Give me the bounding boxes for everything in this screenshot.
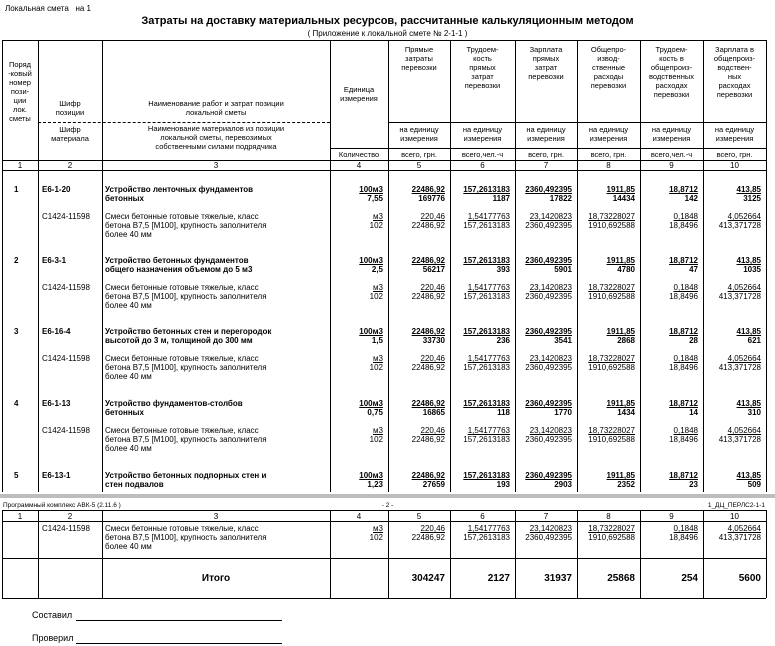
item-name: Устройство бетонных фундаментов общего назначения объемом до 5 м3: [105, 256, 253, 274]
item-code: Е6-13-1: [42, 471, 71, 480]
item-total-6: 118: [497, 408, 510, 417]
material-per-unit-8: 18,73228027: [588, 354, 635, 363]
header-work-name: Наименование работ и затрат позиции локальной сметы: [148, 99, 284, 117]
header-material-code: Шифр материала: [51, 125, 89, 143]
material-code: С1424-11598: [42, 354, 90, 363]
material-total-8: 1910,692588: [588, 292, 635, 301]
header-col-10: Зарплата в общепроиз- водствен- ных расходах перевозки: [713, 45, 756, 99]
header-material-name: Наименование материалов из позиции локальной сметы, перевозимых собственными силами подрядчика: [147, 124, 285, 151]
header-total-unit-6: всего,чел.-ч: [461, 150, 504, 159]
item-per-unit-7: 2360,492395: [525, 471, 572, 480]
item-unit: 100м3: [359, 185, 383, 194]
item-unit: 100м3: [359, 471, 383, 480]
material-total-5: 22486,92: [411, 435, 445, 444]
item-per-unit-8: 1911,85: [606, 185, 635, 194]
item-total-10: 1035: [743, 265, 761, 274]
page2-column-rule: [2, 510, 3, 598]
material-quantity: 102: [369, 435, 383, 444]
material-per-unit-6: 1,54177763: [467, 426, 510, 435]
totals-label: Итого: [201, 573, 231, 584]
item-number: 1: [14, 185, 19, 194]
totals-value-6: 2127: [487, 573, 510, 584]
material-total-7: 2360,492395: [525, 363, 572, 372]
item-per-unit-5: 22486,92: [411, 399, 445, 408]
body-column-rule: [330, 170, 331, 492]
header-dashed-rule: [38, 122, 330, 123]
header-total-unit-9: всего,чел.-ч: [650, 150, 693, 159]
item-total-6: 393: [496, 265, 510, 274]
cont-material-quantity: 102: [369, 533, 383, 542]
item-total-5: 27659: [422, 480, 445, 489]
body-column-rule: [577, 170, 578, 492]
item-code: Е6-16-4: [42, 327, 71, 336]
header-col-8: Общепро- извод- ственные расходы перевозки: [590, 45, 627, 90]
material-per-unit-7: 23,1420823: [529, 212, 572, 221]
material-per-unit-9: 0,1848: [673, 354, 698, 363]
material-total-5: 22486,92: [411, 363, 445, 372]
column-number-3: 3: [213, 161, 219, 170]
page2-column-rule: [577, 510, 578, 598]
header-quantity: Количество: [338, 150, 380, 159]
item-total-7: 3541: [554, 336, 572, 345]
header-position-code: Шифр позиции: [55, 99, 85, 117]
totals-value-9: 254: [681, 573, 698, 584]
material-per-unit-10: 4,052664: [727, 283, 761, 292]
item-per-unit-8: 1911,85: [606, 256, 635, 265]
item-total-9: 47: [689, 265, 698, 274]
column-number-2: 2: [67, 161, 73, 170]
cont-total-5: 22486,92: [411, 533, 445, 542]
totals-value-8: 25868: [607, 573, 635, 584]
cont-total-7: 2360,492395: [525, 533, 572, 542]
item-per-unit-6: 157,2613183: [463, 399, 510, 408]
cont-total-10: 413,371728: [718, 533, 761, 542]
material-total-6: 157,2613183: [463, 221, 510, 230]
page2-column-number-9: 9: [669, 512, 674, 521]
item-per-unit-9: 18,8712: [669, 471, 698, 480]
material-per-unit-9: 0,1848: [673, 212, 698, 221]
header-per-unit-10: на единицу измерения: [714, 125, 755, 143]
page2-column-number-3: 3: [213, 512, 219, 521]
item-total-5: 169776: [418, 194, 445, 203]
document-subtitle: ( Приложение к локальной смете № 2-1-1 ): [307, 29, 468, 38]
item-quantity: 0,75: [367, 408, 383, 417]
page2-column-number-4: 4: [356, 512, 362, 521]
header-total-unit-7: всего, грн.: [528, 150, 564, 159]
material-total-10: 413,371728: [718, 292, 761, 301]
column-number-4: 4: [356, 161, 362, 170]
item-name: Устройство бетонных стен и перегородок высотой до 3 м, толщиной до 300 мм: [105, 327, 272, 345]
material-quantity: 102: [369, 221, 383, 230]
material-code: С1424-11598: [42, 426, 90, 435]
item-per-unit-8: 1911,85: [606, 327, 635, 336]
item-per-unit-6: 157,2613183: [463, 256, 510, 265]
material-total-7: 2360,492395: [525, 435, 572, 444]
body-column-rule: [38, 170, 39, 492]
cont-per-unit-10: 4,052664: [727, 524, 761, 533]
material-per-unit-8: 18,73228027: [588, 212, 635, 221]
item-per-unit-6: 157,2613183: [463, 327, 510, 336]
material-per-unit-10: 4,052664: [727, 354, 761, 363]
material-code: С1424-11598: [42, 283, 90, 292]
header-per-unit-7: на единицу измерения: [526, 125, 566, 143]
item-total-5: 56217: [422, 265, 445, 274]
header-per-unit-6: на единицу измерения: [462, 125, 503, 143]
page2-column-rule: [38, 510, 39, 598]
item-per-unit-8: 1911,85: [606, 471, 635, 480]
item-code: Е6-1-20: [42, 185, 71, 194]
material-per-unit-5: 220,46: [420, 426, 445, 435]
item-per-unit-9: 18,8712: [669, 185, 698, 194]
page2-column-rule: [640, 510, 641, 598]
item-total-8: 14434: [612, 194, 635, 203]
cont-per-unit-6: 1,54177763: [467, 524, 510, 533]
material-name: Смеси бетонные готовые тяжелые, класс бетона В7,5 [М100], крупность заполнителя более 40 мм: [105, 354, 267, 381]
material-name: Смеси бетонные готовые тяжелые, класс бетона В7,5 [М100], крупность заполнителя более 40 мм: [105, 283, 267, 310]
page2-column-number-5: 5: [416, 512, 422, 521]
material-total-8: 1910,692588: [588, 363, 635, 372]
material-total-6: 157,2613183: [463, 435, 510, 444]
page2-column-rule: [703, 510, 704, 598]
item-total-8: 2868: [617, 336, 635, 345]
item-per-unit-7: 2360,492395: [525, 185, 572, 194]
item-total-9: 142: [684, 194, 698, 203]
item-per-unit-7: 2360,492395: [525, 399, 572, 408]
header-order-number: Поряд -ковый номер пози- ции лок. сметы: [8, 60, 32, 123]
body-column-rule: [388, 170, 389, 492]
column-number-5: 5: [416, 161, 422, 170]
item-total-7: 5901: [554, 265, 572, 274]
page2-column-rule: [766, 510, 767, 598]
material-per-unit-6: 1,54177763: [467, 283, 510, 292]
item-total-10: 509: [747, 480, 761, 489]
material-total-6: 157,2613183: [463, 292, 510, 301]
material-total-9: 18,8496: [669, 363, 698, 372]
material-total-10: 413,371728: [718, 435, 761, 444]
cont-material-unit: м3: [373, 524, 383, 533]
material-total-6: 157,2613183: [463, 363, 510, 372]
header-col-9: Трудоем- кость в общепроиз- водственных расходах перевозки: [649, 45, 694, 99]
compiled-by-label: Составил: [32, 610, 73, 620]
item-quantity: 1,5: [371, 336, 383, 345]
item-quantity: 1,23: [367, 480, 383, 489]
page2-column-number-1: 1: [17, 512, 23, 521]
page2-column-number-2: 2: [67, 512, 73, 521]
cont-material-code: С1424-11598: [42, 524, 90, 533]
material-quantity: 102: [369, 292, 383, 301]
material-total-7: 2360,492395: [525, 221, 572, 230]
material-per-unit-9: 0,1848: [673, 283, 698, 292]
body-column-rule: [640, 170, 641, 492]
cont-total-6: 157,2613183: [463, 533, 510, 542]
item-quantity: 7,55: [367, 194, 383, 203]
item-unit: 100м3: [359, 327, 383, 336]
body-column-rule: [703, 170, 704, 492]
header-rule-bottom: [2, 170, 766, 171]
material-code: С1424-11598: [42, 212, 90, 221]
cont-material-name: Смеси бетонные готовые тяжелые, класс бетона В7,5 [М100], крупность заполнителя более 40 мм: [105, 524, 267, 551]
item-unit: 100м3: [359, 256, 383, 265]
cont-per-unit-8: 18,73228027: [588, 524, 635, 533]
item-total-9: 28: [689, 336, 698, 345]
header-column-rule: [766, 40, 767, 170]
header-unit: Единица измерения: [340, 85, 378, 103]
material-total-9: 18,8496: [669, 221, 698, 230]
page-break-bar: [0, 494, 775, 498]
item-code: Е6-1-13: [42, 399, 71, 408]
body-column-rule: [766, 170, 767, 492]
item-quantity: 2,5: [371, 265, 383, 274]
page2-totals-rule: [2, 558, 766, 559]
item-per-unit-9: 18,8712: [669, 327, 698, 336]
item-per-unit-10: 413,85: [736, 185, 761, 194]
page2-column-rule: [515, 510, 516, 598]
item-per-unit-10: 413,85: [736, 471, 761, 480]
header-per-unit-5: на единицу измерения: [399, 125, 439, 143]
compiled-by-line: [76, 620, 282, 621]
page2-column-rule: [330, 510, 331, 598]
column-number-9: 9: [669, 161, 674, 170]
material-unit: м3: [373, 354, 383, 363]
column-number-10: 10: [730, 161, 739, 170]
item-per-unit-8: 1911,85: [606, 399, 635, 408]
page2-column-number-8: 8: [606, 512, 611, 521]
footer-program: Программный комплекс АВК-5 (2.11.6 ): [3, 502, 121, 509]
item-per-unit-7: 2360,492395: [525, 256, 572, 265]
cont-total-8: 1910,692588: [588, 533, 635, 542]
cont-total-9: 18,8496: [669, 533, 698, 542]
material-total-10: 413,371728: [718, 221, 761, 230]
item-total-6: 1187: [492, 194, 510, 203]
item-per-unit-5: 22486,92: [411, 327, 445, 336]
cont-per-unit-5: 220,46: [420, 524, 445, 533]
item-total-8: 4780: [617, 265, 635, 274]
item-per-unit-5: 22486,92: [411, 256, 445, 265]
totals-value-7: 31937: [544, 573, 572, 584]
header-total-unit-8: всего, грн.: [590, 150, 627, 159]
item-total-7: 2903: [554, 480, 572, 489]
item-total-5: 33730: [422, 336, 445, 345]
item-per-unit-10: 413,85: [736, 399, 761, 408]
item-per-unit-5: 22486,92: [411, 185, 445, 194]
footer-document-code: 1_ДЦ_ПЕРЛС2-1-1: [707, 502, 765, 509]
page2-column-rule: [450, 510, 451, 598]
column-number-6: 6: [480, 161, 485, 170]
header-per-unit-8: на единицу измерения: [588, 125, 629, 143]
item-total-9: 23: [689, 480, 698, 489]
page2-column-number-10: 10: [730, 512, 739, 521]
item-total-9: 14: [689, 408, 698, 417]
material-unit: м3: [373, 426, 383, 435]
column-number-7: 7: [543, 161, 549, 170]
page2-column-rule: [388, 510, 389, 598]
item-code: Е6-3-1: [42, 256, 67, 265]
item-total-7: 1770: [554, 408, 572, 417]
item-total-10: 310: [747, 408, 761, 417]
material-total-5: 22486,92: [411, 292, 445, 301]
material-per-unit-8: 18,73228027: [588, 283, 635, 292]
material-quantity: 102: [369, 363, 383, 372]
header-col-5: Прямые затраты перевозки: [401, 45, 437, 72]
material-per-unit-5: 220,46: [420, 354, 445, 363]
body-column-rule: [515, 170, 516, 492]
body-column-rule: [2, 170, 3, 492]
item-total-8: 2352: [617, 480, 635, 489]
item-total-6: 193: [496, 480, 510, 489]
header-col-6: Трудоем- кость прямых затрат перевозки: [464, 45, 501, 90]
item-per-unit-6: 157,2613183: [463, 471, 510, 480]
page2-number-rule: [2, 521, 766, 522]
item-total-8: 1434: [617, 408, 635, 417]
item-total-10: 621: [747, 336, 761, 345]
material-total-7: 2360,492395: [525, 292, 572, 301]
item-per-unit-5: 22486,92: [411, 471, 445, 480]
item-per-unit-10: 413,85: [736, 256, 761, 265]
page2-top-rule: [2, 510, 766, 511]
item-total-5: 16865: [422, 408, 445, 417]
item-total-7: 17822: [549, 194, 572, 203]
material-per-unit-7: 23,1420823: [529, 354, 572, 363]
header-total-unit-10: всего, грн.: [716, 150, 753, 159]
item-number: 5: [14, 471, 19, 480]
material-unit: м3: [373, 283, 383, 292]
item-name: Устройство фундаментов-столбов бетонных: [105, 399, 243, 417]
column-number-1: 1: [17, 161, 23, 170]
material-per-unit-6: 1,54177763: [467, 212, 510, 221]
header-per-unit-9: на единицу измерения: [651, 125, 692, 143]
page2-column-rule: [102, 510, 103, 598]
checked-by-line: [76, 643, 282, 644]
item-name: Устройство бетонных подпорных стен и стен подвалов: [105, 471, 267, 489]
page2-column-number-7: 7: [543, 512, 549, 521]
material-total-9: 18,8496: [669, 292, 698, 301]
totals-value-10: 5600: [738, 573, 761, 584]
material-total-8: 1910,692588: [588, 435, 635, 444]
item-per-unit-10: 413,85: [736, 327, 761, 336]
item-per-unit-6: 157,2613183: [463, 185, 510, 194]
item-number: 4: [14, 399, 19, 408]
footer-page-number: - 2 -: [381, 502, 394, 509]
header-total-unit-5: всего, грн.: [401, 150, 437, 159]
material-total-9: 18,8496: [669, 435, 698, 444]
body-column-rule: [450, 170, 451, 492]
header-rule-quantity: [330, 148, 388, 149]
material-unit: м3: [373, 212, 383, 221]
material-per-unit-7: 23,1420823: [529, 426, 572, 435]
material-total-10: 413,371728: [718, 363, 761, 372]
material-per-unit-8: 18,73228027: [588, 426, 635, 435]
item-number: 3: [14, 327, 19, 336]
item-per-unit-9: 18,8712: [669, 399, 698, 408]
header-col-7: Зарплата прямых затрат перевозки: [528, 45, 564, 81]
material-total-5: 22486,92: [411, 221, 445, 230]
item-per-unit-9: 18,8712: [669, 256, 698, 265]
checked-by-label: Проверил: [32, 633, 74, 643]
material-name: Смеси бетонные готовые тяжелые, класс бетона В7,5 [М100], крупность заполнителя более 40 мм: [105, 212, 267, 239]
material-per-unit-6: 1,54177763: [467, 354, 510, 363]
material-per-unit-5: 220,46: [420, 212, 445, 221]
column-number-8: 8: [606, 161, 611, 170]
item-per-unit-7: 2360,492395: [525, 327, 572, 336]
item-unit: 100м3: [359, 399, 383, 408]
item-number: 2: [14, 256, 19, 265]
item-total-10: 3125: [743, 194, 761, 203]
item-name: Устройство ленточных фундаментов бетонных: [105, 185, 254, 203]
material-total-8: 1910,692588: [588, 221, 635, 230]
material-per-unit-10: 4,052664: [727, 212, 761, 221]
body-column-rule: [102, 170, 103, 492]
material-per-unit-7: 23,1420823: [529, 283, 572, 292]
material-per-unit-10: 4,052664: [727, 426, 761, 435]
header-top-rule: [2, 40, 766, 41]
totals-value-5: 304247: [411, 573, 445, 584]
cont-per-unit-9: 0,1848: [673, 524, 698, 533]
cont-per-unit-7: 23,1420823: [529, 524, 572, 533]
page2-column-number-6: 6: [480, 512, 485, 521]
estimate-label: Локальная смета на 1: [5, 4, 91, 13]
item-total-6: 236: [496, 336, 510, 345]
material-per-unit-5: 220,46: [420, 283, 445, 292]
material-name: Смеси бетонные готовые тяжелые, класс бетона В7,5 [М100], крупность заполнителя более 40 мм: [105, 426, 267, 453]
material-per-unit-9: 0,1848: [673, 426, 698, 435]
document-title: Затраты на доставку материальных ресурсов, рассчитанные калькуляционным методом: [141, 15, 634, 27]
page2-bottom-rule: [2, 598, 766, 599]
